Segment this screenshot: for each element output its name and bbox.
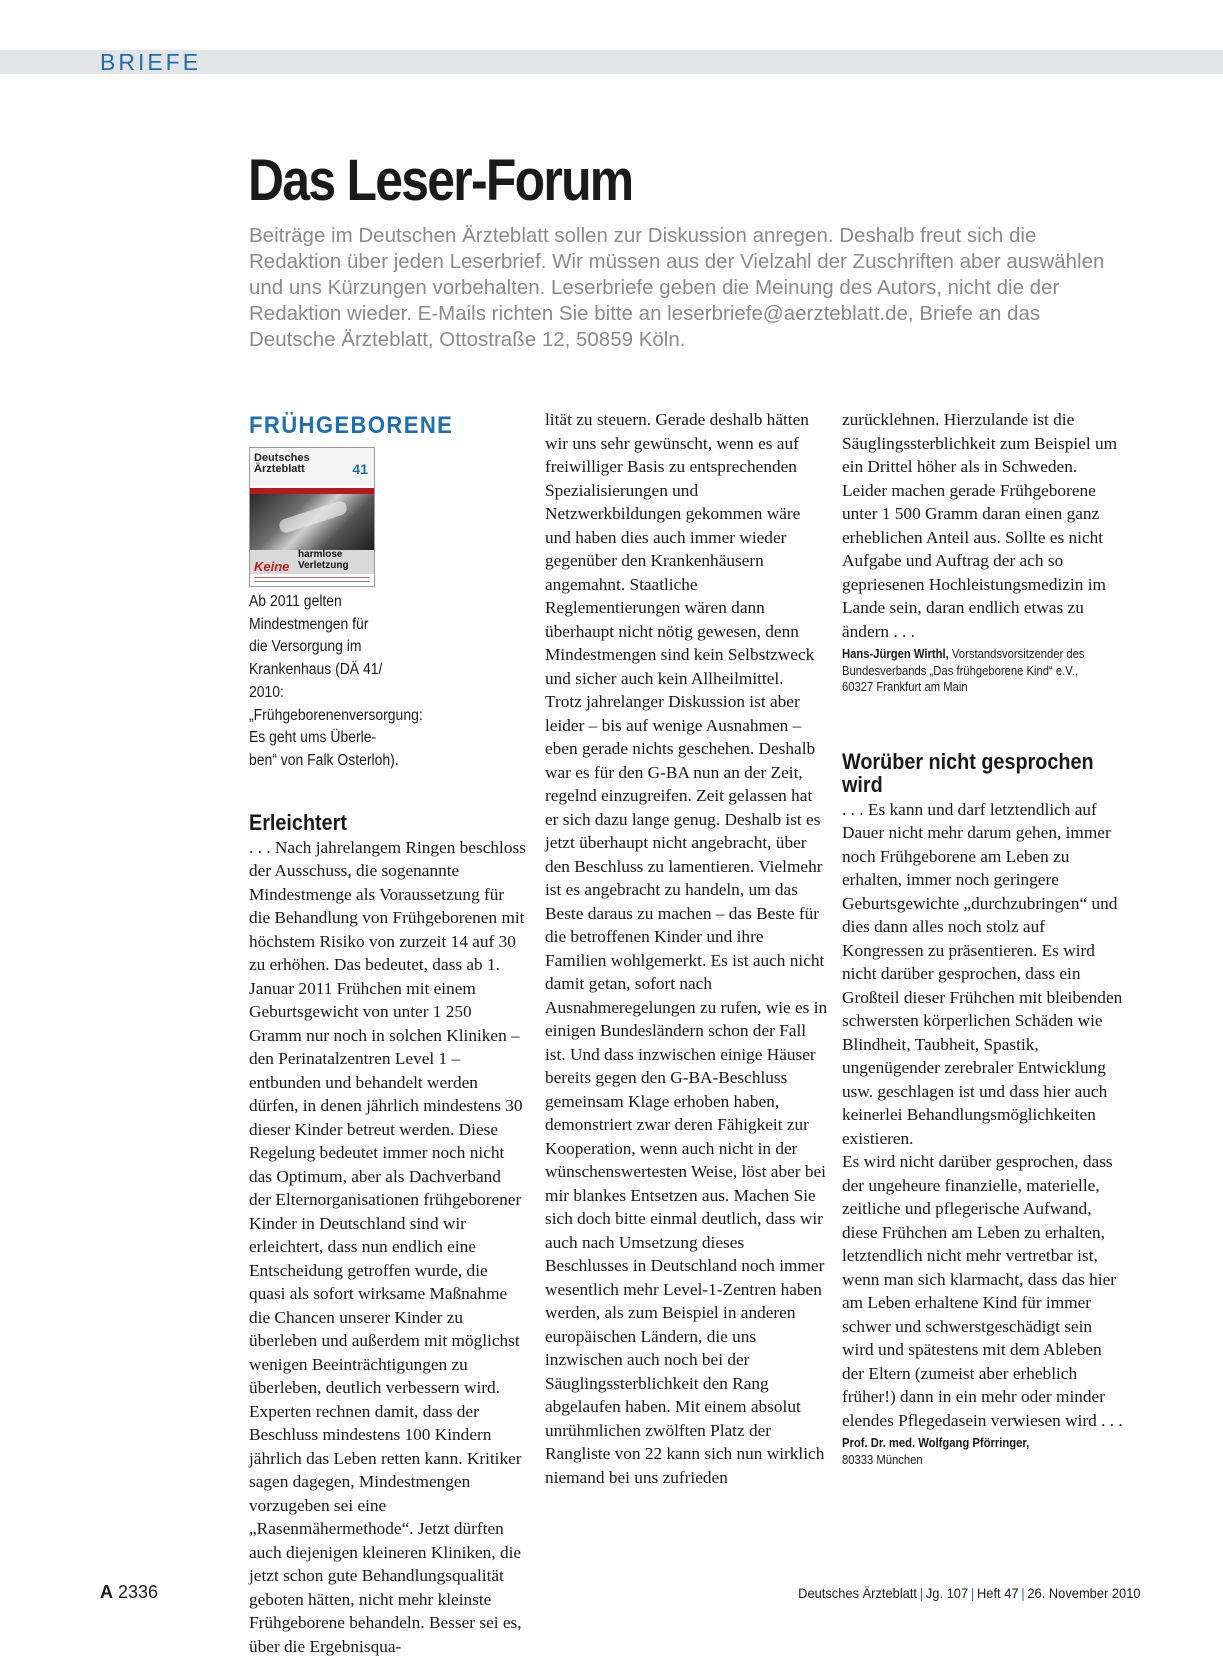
letter-paragraph: lität zu steuern. Gerade deshalb hätten wir uns sehr gewünscht, wenn es auf freiwilliger Basis zu entsprechenden Spezialisierungen und Netzwerkbildungen gekommen wäre und haben dies auch immer wieder gegenüber den Krankenhäusern angemahnt. Staatliche Reglementierungen wären dann überhaupt nicht nötig gewesen, denn Mindestmengen sind kein Selbstzweck und sicher auch kein Allheilmittel. (545, 410, 815, 688)
topic-heading: FRÜHGEBORENE (249, 412, 454, 439)
footer-volume: Jg. 107 (925, 1585, 969, 1601)
intro-text: Beiträge im Deutschen Ärzteblatt sollen zur Diskussion anregen. Deshalb freut sich die Redaktion über jeden Leserbrief. Wir müssen aus der Vielzahl der Zuschriften aber auswählen und uns Kürzungen vorbehalten. Leserbriefe geben die Meinung des Autors, nicht die der Redaktion wieder. E-Mails richten Sie bitte an leserbriefe@aerzteblatt.de, Briefe an das Deutsche Ärzteblatt, Ottostraße 12, 50859 Köln. (249, 224, 1105, 351)
footer-issue: Heft 47 (976, 1585, 1019, 1601)
cover-brand: Deutsches Ärzteblatt (254, 452, 310, 475)
reference-text-tail: ben“ von Falk Osterloh). (249, 751, 399, 769)
footer-journal: Deutsches Ärzteblatt (798, 1585, 917, 1601)
letter-paragraph: zurücklehnen. Hierzulande ist die Säuglingssterblichkeit zum Beispiel um ein Drittel höher als in Schweden. Leider machen gerade Frühgeborene unter 1 500 Gramm daran einen ganz erheblichen Anteil aus. Sollte es nicht Aufgabe und Auftrag der ach so gepriesenen Hochleistungsmedizin im Lande sein, daran endlich etwas zu ändern . . . (842, 410, 1118, 641)
letter-paragraph: Experten rechnen damit, dass der Beschluss mindestens 100 Kindern jährlich das Leben retten kann. Kritiker sagen dagegen, Mindestmengen vorzugeben sei eine „Rasenmähermethode“. Jetzt dürften auch diejenigen kleineren Kliniken, die jetzt schon gute Behandlungsqualität geboten hätten, nicht mehr kleinste Frühgeborene behandeln. Besser sei es, über die Ergebnisqua- (249, 1401, 522, 1656)
page-title: Das Leser-Forum (248, 148, 633, 213)
column-1 (249, 412, 527, 1658)
letter-paragraph: . . . Es kann und darf letztendlich auf Dauer nicht mehr darum gehen, immer noch Frühgeborene am Leben zu erhalten, immer noch geringere Geburtsgewichte „durchzubringen“ und dies dann alles noch stolz auf Kongressen zu präsentieren. Es wird nicht darüber gesprochen, dass ein Großteil dieser Frühchen mit bleibenden schwersten körperlichen Schäden wie Blindheit, Taubheit, Spastik, ungenügender zerebraler Entwicklung usw. geschlagen ist und dass hier auch keinerlei Behandlungsmöglichkeiten existieren. (842, 799, 1123, 1148)
signature-name: Prof. Dr. med. Wolfgang Pförringer, (842, 1436, 1030, 1450)
column-3 (842, 408, 1123, 1468)
cover-issue-number: 41 (352, 461, 368, 477)
journal-footer: Deutsches Ärzteblatt | Jg. 107 | Heft 47 | 26. November 2010 (798, 1585, 1141, 1601)
column-2 (545, 408, 828, 1489)
reference-text: Ab 2011 gelten Mindestmengen für die Versorgung im Krankenhaus (DÄ 41/ 2010: „Frühgeborenenversorgung: Es geht ums Überle- (249, 593, 423, 747)
cover-headline: harmlose Verletzung (298, 549, 349, 571)
letter-signature (842, 646, 1112, 696)
section-label: BRIEFE (100, 49, 202, 75)
letter-paragraph: Trotz jahrelanger Diskussion ist aber leider – bis auf wenige Ausnahmen – eben gerade nichts geschehen. Deshalb war es für den G-BA nun an der Zeit, regelnd einzugreifen. Zeit gelassen hat er sich dazu lange genug. Deshalb ist es jetzt überhaupt nicht angebracht, über den Beschluss zu lamentieren. Vielmehr ist es angebracht zu handeln, um das Beste daraus zu machen – das Beste für die betroffenen Kinder und ihre Familien wohlgemerkt. Es ist auch nicht damit getan, sofort nach Ausnahmeregelungen zu rufen, wie es in einigen Bundesländern schon der Fall ist. Und dass inzwischen einige Häuser bereits gegen den G-BA-Beschluss gemeinsam Klage erhoben haben, demonstriert zwar deren Fähigkeit zur Kooperation, wenn auch nicht in der wünschenswertesten Weise, löst aber bei mir blankes Entsetzen aus. Machen Sie sich doch bitte einmal deutlich, dass wir auch nach Umsetzung dieses Beschlusses in Deutschland noch immer wesentlich mehr Level-1-Zentren haben werden, als zum Beispiel in anderen europäischen Ländern, die uns inzwischen auch noch bei der Säuglingssterblichkeit den Rang abgelaufen haben. Mit einem absolut unrühmlichen zwölften Platz der Rangliste von 22 kann sich nun wirklich niemand bei uns zufrieden (545, 692, 828, 1487)
signature-name: Hans-Jürgen Wirthl, (842, 647, 949, 661)
cover-headline-accent: Keine (254, 559, 290, 574)
signature-details: 80333 München (842, 1452, 923, 1467)
letter-signature (842, 1435, 1112, 1468)
page-number-value: 2336 (118, 1582, 159, 1602)
letter-heading: Worüber nicht gesprochen wird (842, 748, 1094, 797)
letter-paragraph: Es wird nicht darüber gesprochen, dass der ungeheure finanzielle, materielle, zeitliche und pflegerische Aufwand, diese Frühchen am Leben zu erhalten, letztendlich nicht mehr vertretbar ist, wenn man sich klarmacht, dass das hier am Leben erhaltene Kind für immer schwer und schwerstgeschädigt sein wird und spätestens mit dem Ableben der Eltern (zumeist aber erheblich früher!) dann in ein mehr oder minder elendes Pflegedasein verwiesen wird . . . (842, 1152, 1123, 1430)
signature-details: Vorstandsvorsitzender des Bundesverbands „Das frühgeborene Kind“ e.V., 60327 Frankfurt am Main (842, 647, 1085, 694)
reference-box (249, 445, 527, 750)
footer-date: 26. November 2010 (1027, 1585, 1141, 1601)
letter-heading: Erleichtert (249, 809, 347, 835)
page-number (100, 1582, 158, 1603)
letter-paragraph: . . . Nach jahrelangem Ringen beschloss der Ausschuss, die sogenannte Mindestmenge als Voraussetzung für die Behandlung von Frühgeborenen mit höchstem Risiko von zurzeit 14 auf 30 zu erhöhen. Das bedeutet, dass ab 1. Januar 2011 Frühchen mit einem Geburtsgewicht von unter 1 250 Gramm nur noch in solchen Kliniken – den Perinatalzentren Level 1 – entbunden und behandelt werden dürfen, in denen jährlich mindestens 30 dieser Kinder betreut werden. Diese Regelung bedeutet immer noch nicht das Optimum, aber als Dachverband der Elternorganisationen frühgeborener Kinder in Deutschland sind wir erleichtert, dass nun endlich eine Entscheidung getroffen wurde, die quasi als sofort wirksame Maßnahme die Chancen unserer Kinder zu überleben und außerdem mit möglichst wenigen Beeinträchtigungen zu überleben, deutlich verbessern wird. (249, 837, 526, 1398)
page-prefix: A (100, 1582, 113, 1602)
